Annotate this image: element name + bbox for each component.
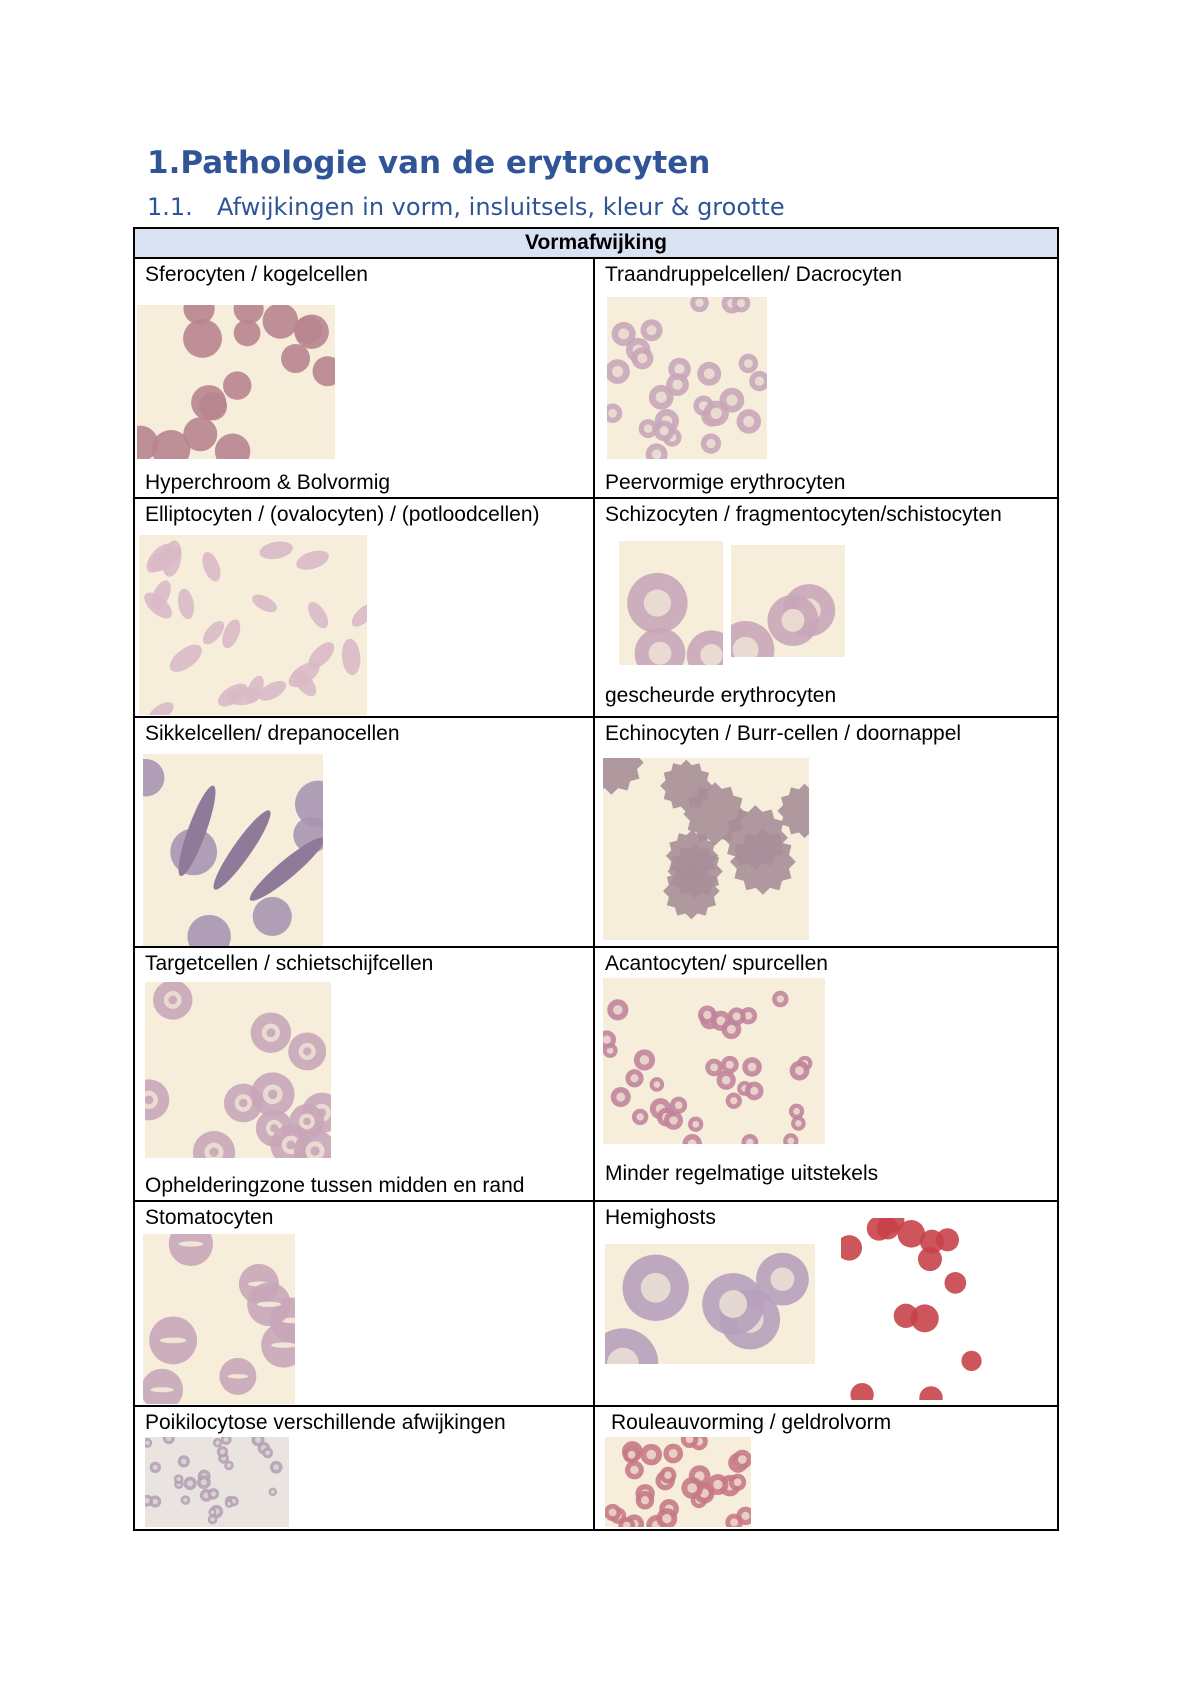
table-cell (594, 717, 1058, 947)
subheading-title: Afwijkingen in vorm, insluitsels, kleur & grootte (217, 193, 785, 221)
acanthocyte-image (603, 978, 825, 1144)
heading-number: 1. (147, 145, 181, 181)
smear-svg (145, 982, 331, 1158)
cell-title: Rouleauvorming / geldrolvorm (611, 1410, 892, 1434)
heading-title: Pathologie van de erytrocyten (180, 145, 711, 181)
hemighost-image-2 (841, 1218, 997, 1400)
smear-svg (605, 1244, 815, 1364)
cell-caption: gescheurde erythrocyten (605, 683, 837, 707)
table-cell (594, 1406, 1058, 1530)
smear-svg (603, 978, 825, 1144)
cell-caption: Ophelderingzone tussen midden en rand (145, 1174, 525, 1198)
table-cell (134, 258, 594, 498)
cell-title: Elliptocyten / (ovalocyten) / (potloodcellen) (145, 503, 540, 527)
dacrocyte-image (607, 297, 767, 459)
target-cell-image (145, 982, 331, 1158)
table-cell (594, 1201, 1058, 1405)
smear-svg (605, 1437, 751, 1527)
section-subtitle (147, 193, 785, 221)
table-cell (594, 947, 1058, 1201)
table-header: Vormafwijking (134, 228, 1058, 258)
hemighost-image-1 (605, 1244, 815, 1364)
rouleaux-image (605, 1437, 751, 1527)
table-cell (134, 947, 594, 1201)
cell-caption: Peervormige erythrocyten (605, 471, 846, 495)
cell-title: Echinocyten / Burr-cellen / doornappel (605, 721, 962, 745)
smear-svg (841, 1218, 997, 1400)
smear-svg (139, 535, 367, 715)
cell-title: Hemighosts (605, 1206, 716, 1230)
smear-svg (137, 305, 335, 459)
morphology-table (133, 227, 1059, 1531)
smear-svg (607, 297, 767, 459)
smear-svg (145, 1437, 289, 1527)
schizocyte-image-2 (731, 545, 845, 657)
stomatocyte-image (143, 1234, 295, 1404)
smear-svg (143, 1234, 295, 1404)
spherocyte-image (137, 305, 335, 459)
sickle-cell-image (143, 754, 323, 946)
cell-title: Sikkelcellen/ drepanocellen (145, 721, 400, 745)
cell-title: Stomatocyten (145, 1206, 274, 1230)
cell-caption: Minder regelmatige uitstekels (605, 1162, 879, 1186)
smear-svg (143, 754, 323, 946)
cell-caption: Hyperchroom & Bolvormig (145, 471, 391, 495)
elliptocyte-image (139, 535, 367, 715)
cell-title: Traandruppelcellen/ Dacrocyten (605, 263, 902, 287)
echinocyte-image (603, 758, 809, 940)
schizocyte-image-1 (619, 541, 723, 665)
table-cell (134, 717, 594, 947)
smear-svg (731, 545, 845, 657)
cell-title: Sferocyten / kogelcellen (145, 263, 368, 287)
page-title (147, 145, 710, 181)
table-cell (594, 498, 1058, 716)
cell-title: Targetcellen / schietschijfcellen (145, 952, 434, 976)
table-cell (134, 1406, 594, 1530)
cell-title: Acantocyten/ spurcellen (605, 952, 828, 976)
poikilocytosis-image (145, 1437, 289, 1527)
table-cell (134, 498, 594, 716)
smear-svg (603, 758, 809, 940)
cell-title: Schizocyten / fragmentocyten/schistocyten (605, 503, 1002, 527)
table-cell (134, 1201, 594, 1405)
subheading-number: 1.1. (147, 193, 193, 221)
table-cell (594, 258, 1058, 498)
cell-title: Poikilocytose verschillende afwijkingen (145, 1410, 506, 1434)
smear-svg (619, 541, 723, 665)
